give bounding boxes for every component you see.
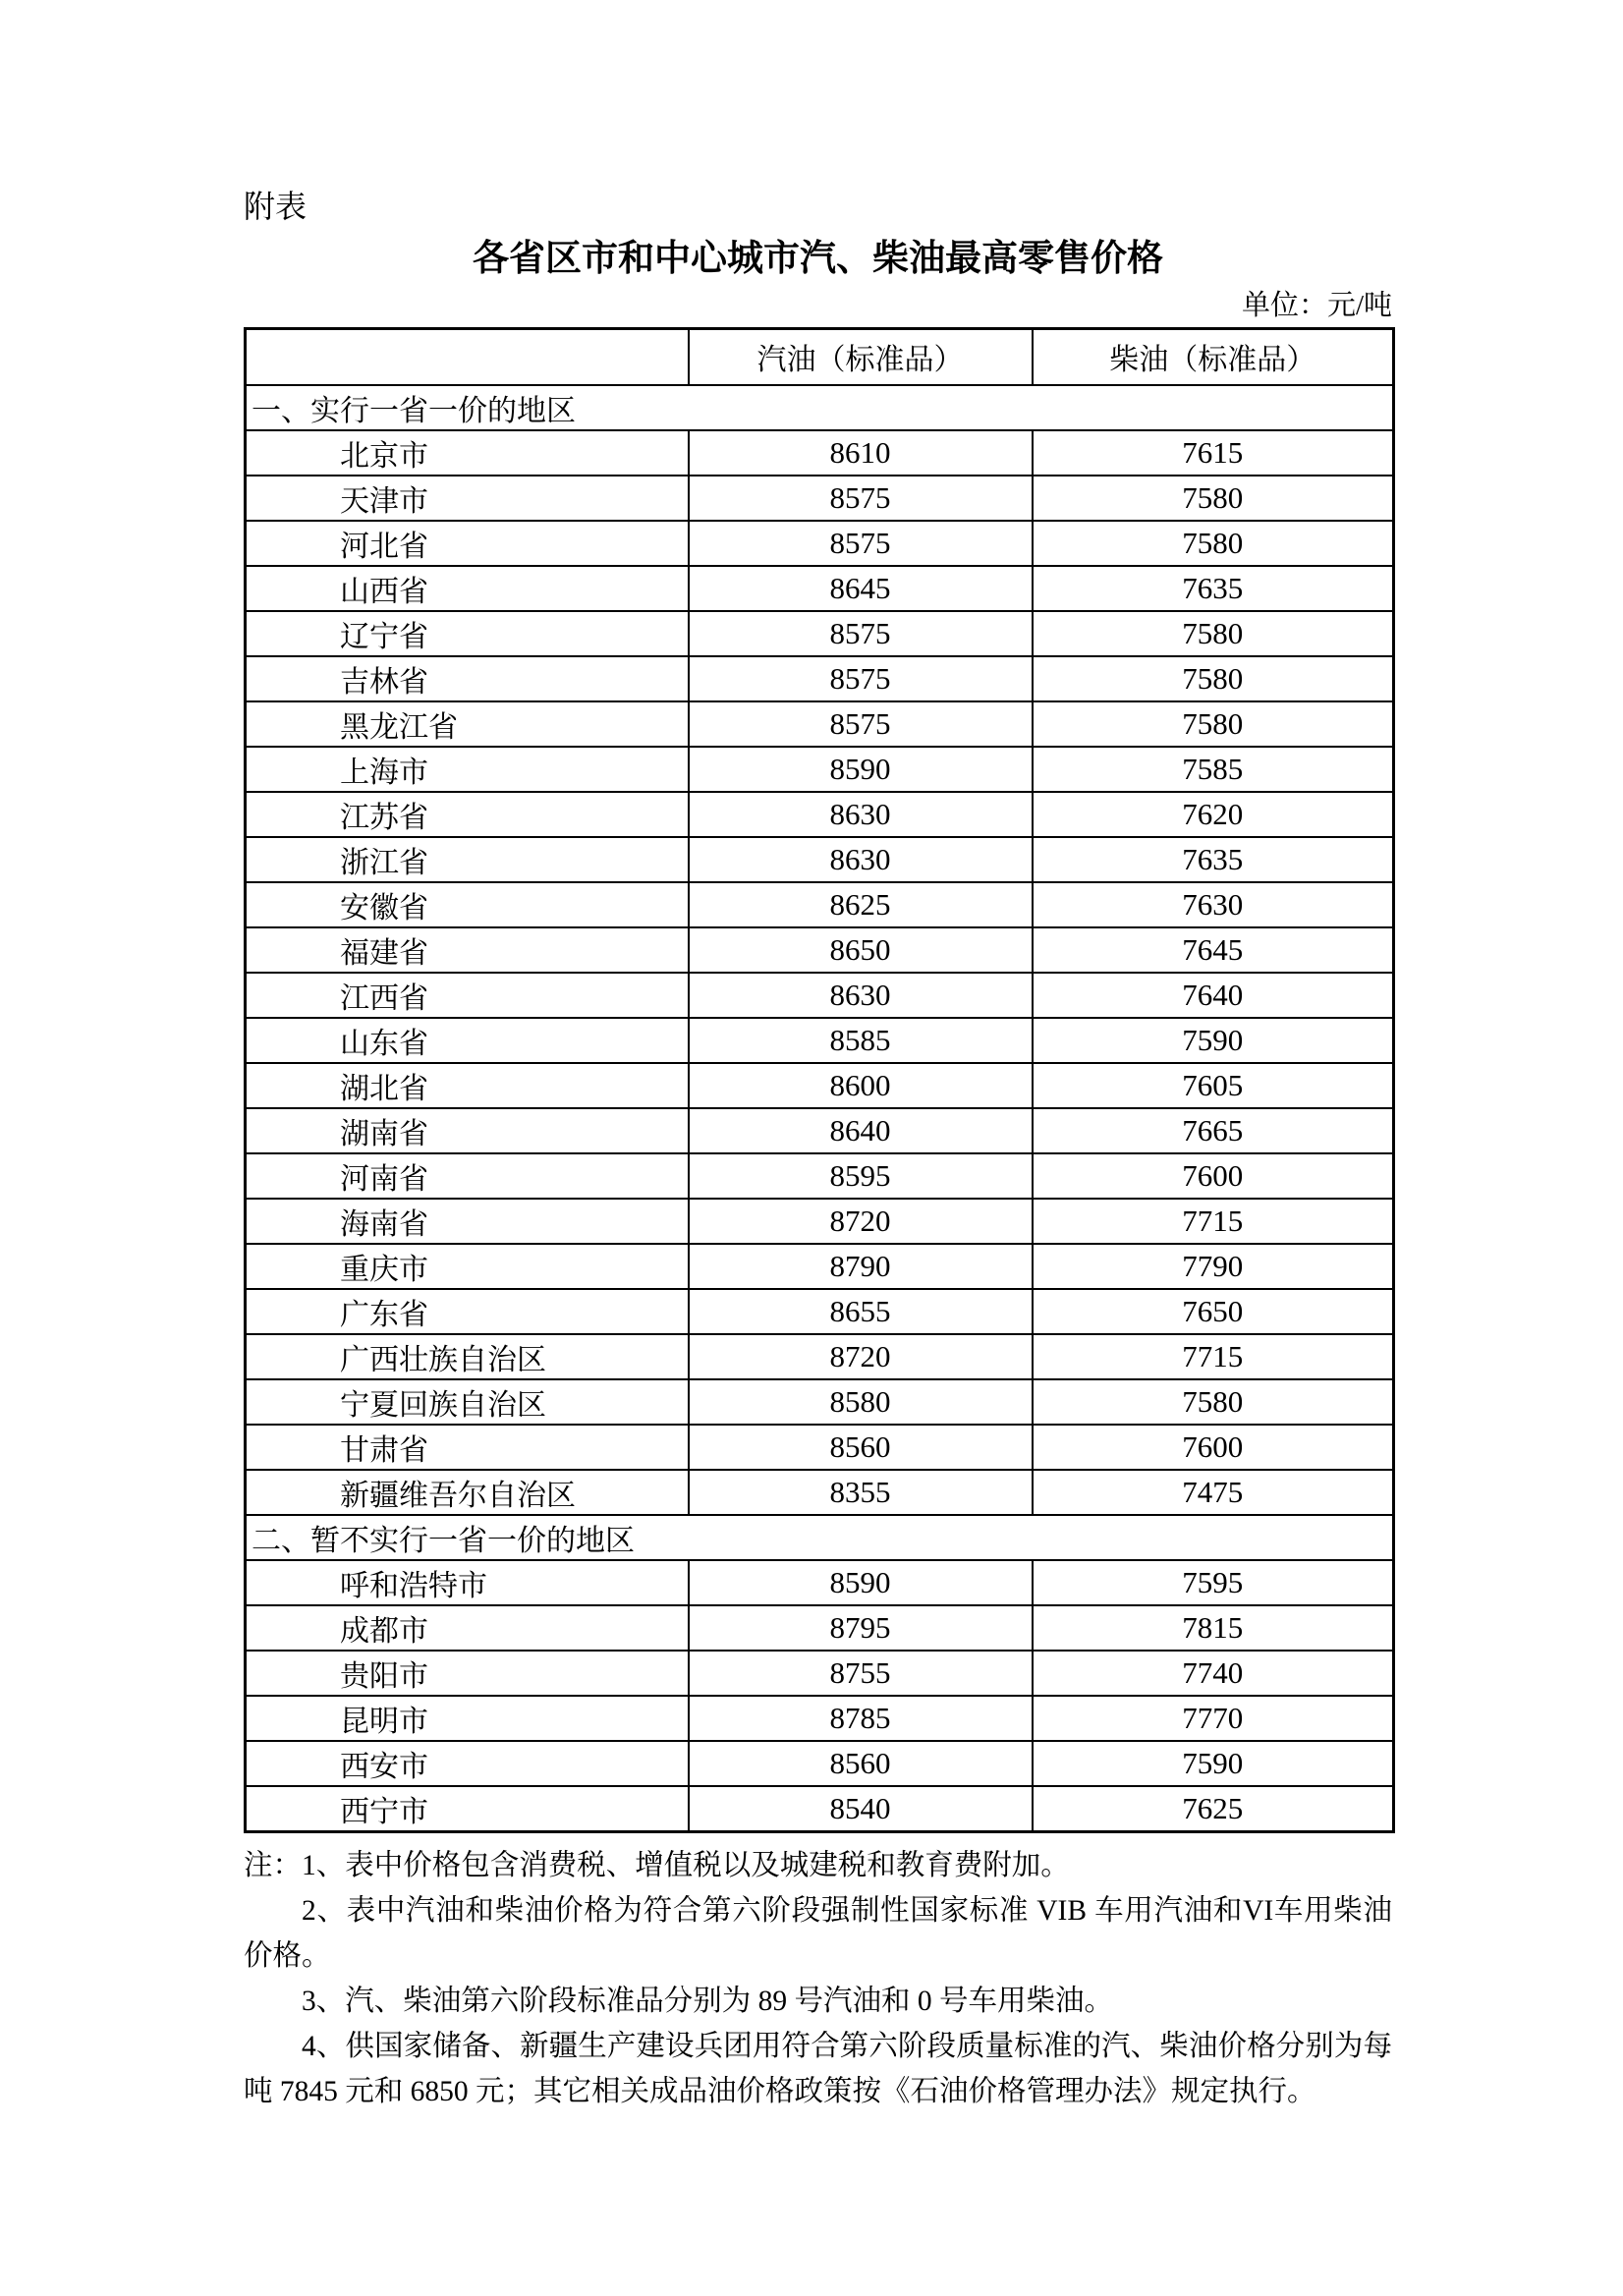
- gasoline-price-cell: 8655: [689, 1289, 1033, 1334]
- table-row: [246, 1605, 1394, 1651]
- region-cell: 江苏省: [246, 792, 689, 837]
- table-row: [246, 882, 1394, 927]
- diesel-price-cell: 7600: [1033, 1425, 1394, 1470]
- region-cell: 重庆市: [246, 1244, 689, 1289]
- diesel-price-cell: 7815: [1033, 1605, 1394, 1651]
- diesel-price-cell: 7645: [1033, 927, 1394, 973]
- gasoline-price-cell: 8630: [689, 792, 1033, 837]
- gasoline-price-cell: 8575: [689, 611, 1033, 656]
- gasoline-price-cell: 8645: [689, 566, 1033, 611]
- note-4: 4、供国家储备、新疆生产建设兵团用符合第六阶段质量标准的汽、柴油价格分别为每吨 7845 元和 6850 元；其它相关成品油价格政策按《石油价格管理办法》规定执行。: [244, 2030, 1392, 2107]
- table-row: [246, 1199, 1394, 1244]
- gasoline-price-cell: 8575: [689, 476, 1033, 521]
- table-row: [246, 1560, 1394, 1605]
- region-cell: 山东省: [246, 1018, 689, 1063]
- diesel-price-cell: 7600: [1033, 1153, 1394, 1199]
- diesel-price-cell: 7590: [1033, 1741, 1394, 1786]
- table-row: [246, 1063, 1394, 1108]
- region-cell: 呼和浩特市: [246, 1560, 689, 1605]
- region-cell: 湖南省: [246, 1108, 689, 1153]
- region-cell: 辽宁省: [246, 611, 689, 656]
- diesel-price-cell: 7580: [1033, 1379, 1394, 1425]
- region-cell: 安徽省: [246, 882, 689, 927]
- diesel-price-cell: 7715: [1033, 1334, 1394, 1379]
- region-cell: 贵阳市: [246, 1651, 689, 1696]
- gasoline-price-cell: 8560: [689, 1425, 1033, 1470]
- gasoline-price-cell: 8600: [689, 1063, 1033, 1108]
- price-table: [244, 327, 1395, 1833]
- diesel-price-cell: 7615: [1033, 430, 1394, 476]
- diesel-column-header: 柴油（标准品）: [1033, 329, 1394, 385]
- region-column-header: [246, 329, 689, 385]
- region-cell: 广西壮族自治区: [246, 1334, 689, 1379]
- gasoline-price-cell: 8560: [689, 1741, 1033, 1786]
- gasoline-price-cell: 8575: [689, 521, 1033, 566]
- table-row: [246, 1651, 1394, 1696]
- diesel-price-cell: 7715: [1033, 1199, 1394, 1244]
- note-2: 2、表中汽油和柴油价格为符合第六阶段强制性国家标准 VIB 车用汽油和VI车用柴油价格。: [244, 1894, 1392, 1972]
- price-table-header: [246, 329, 1394, 385]
- table-row: [246, 1741, 1394, 1786]
- table-row: [246, 611, 1394, 656]
- diesel-price-cell: 7625: [1033, 1786, 1394, 1832]
- notes-block: [244, 1843, 1392, 2114]
- gasoline-price-cell: 8590: [689, 747, 1033, 792]
- header-row: [246, 329, 1394, 385]
- gasoline-price-cell: 8720: [689, 1199, 1033, 1244]
- diesel-price-cell: 7630: [1033, 882, 1394, 927]
- table-row: [246, 1244, 1394, 1289]
- diesel-price-cell: 7790: [1033, 1244, 1394, 1289]
- diesel-price-cell: 7580: [1033, 611, 1394, 656]
- region-cell: 西宁市: [246, 1786, 689, 1832]
- table-row: [246, 430, 1394, 476]
- region-cell: 湖北省: [246, 1063, 689, 1108]
- region-cell: 浙江省: [246, 837, 689, 882]
- table-row: [246, 973, 1394, 1018]
- region-cell: 福建省: [246, 927, 689, 973]
- gasoline-price-cell: 8590: [689, 1560, 1033, 1605]
- gasoline-price-cell: 8610: [689, 430, 1033, 476]
- unit-label: 单位：元/吨: [1241, 290, 1392, 321]
- diesel-price-cell: 7605: [1033, 1063, 1394, 1108]
- region-cell: 天津市: [246, 476, 689, 521]
- region-cell: 河北省: [246, 521, 689, 566]
- section-header-row: [246, 1515, 1394, 1560]
- gasoline-price-cell: 8755: [689, 1651, 1033, 1696]
- gasoline-price-cell: 8585: [689, 1018, 1033, 1063]
- gasoline-price-cell: 8575: [689, 701, 1033, 747]
- region-cell: 吉林省: [246, 656, 689, 701]
- table-row: [246, 1786, 1394, 1832]
- table-row: [246, 1379, 1394, 1425]
- note-1: 注：1、表中价格包含消费税、增值税以及城建税和教育费附加。: [244, 1849, 1070, 1881]
- diesel-price-cell: 7580: [1033, 701, 1394, 747]
- diesel-price-cell: 7650: [1033, 1289, 1394, 1334]
- table-row: [246, 566, 1394, 611]
- diesel-price-cell: 7635: [1033, 837, 1394, 882]
- table-row: [246, 1470, 1394, 1515]
- annex-label: 附表: [244, 189, 308, 224]
- gasoline-column-header: 汽油（标准品）: [689, 329, 1033, 385]
- gasoline-price-cell: 8630: [689, 973, 1033, 1018]
- gasoline-price-cell: 8640: [689, 1108, 1033, 1153]
- region-cell: 黑龙江省: [246, 701, 689, 747]
- region-cell: 广东省: [246, 1289, 689, 1334]
- gasoline-price-cell: 8785: [689, 1696, 1033, 1741]
- region-cell: 昆明市: [246, 1696, 689, 1741]
- page-title: 各省区市和中心城市汽、柴油最高零售价格: [473, 238, 1163, 278]
- diesel-price-cell: 7665: [1033, 1108, 1394, 1153]
- table-row: [246, 1334, 1394, 1379]
- gasoline-price-cell: 8595: [689, 1153, 1033, 1199]
- gasoline-price-cell: 8795: [689, 1605, 1033, 1651]
- section-header-label: 二、暂不实行一省一价的地区: [246, 1515, 1394, 1560]
- table-row: [246, 656, 1394, 701]
- diesel-price-cell: 7770: [1033, 1696, 1394, 1741]
- gasoline-price-cell: 8720: [689, 1334, 1033, 1379]
- diesel-price-cell: 7635: [1033, 566, 1394, 611]
- table-row: [246, 1696, 1394, 1741]
- diesel-price-cell: 7580: [1033, 476, 1394, 521]
- region-cell: 海南省: [246, 1199, 689, 1244]
- table-row: [246, 927, 1394, 973]
- region-cell: 河南省: [246, 1153, 689, 1199]
- section-header-row: [246, 385, 1394, 430]
- table-row: [246, 521, 1394, 566]
- region-cell: 成都市: [246, 1605, 689, 1651]
- diesel-price-cell: 7580: [1033, 656, 1394, 701]
- region-cell: 甘肃省: [246, 1425, 689, 1470]
- table-row: [246, 1153, 1394, 1199]
- region-cell: 山西省: [246, 566, 689, 611]
- document-content: [244, 0, 1392, 2114]
- gasoline-price-cell: 8625: [689, 882, 1033, 927]
- gasoline-price-cell: 8540: [689, 1786, 1033, 1832]
- diesel-price-cell: 7475: [1033, 1470, 1394, 1515]
- gasoline-price-cell: 8580: [689, 1379, 1033, 1425]
- table-row: [246, 476, 1394, 521]
- diesel-price-cell: 7585: [1033, 747, 1394, 792]
- table-row: [246, 701, 1394, 747]
- table-row: [246, 837, 1394, 882]
- diesel-price-cell: 7590: [1033, 1018, 1394, 1063]
- gasoline-price-cell: 8630: [689, 837, 1033, 882]
- note-3: 3、汽、柴油第六阶段标准品分别为 89 号汽油和 0 号车用柴油。: [302, 1985, 1114, 2017]
- diesel-price-cell: 7620: [1033, 792, 1394, 837]
- gasoline-price-cell: 8790: [689, 1244, 1033, 1289]
- gasoline-price-cell: 8650: [689, 927, 1033, 973]
- region-cell: 江西省: [246, 973, 689, 1018]
- diesel-price-cell: 7595: [1033, 1560, 1394, 1605]
- table-row: [246, 747, 1394, 792]
- price-table-body: [246, 385, 1394, 1832]
- region-cell: 北京市: [246, 430, 689, 476]
- diesel-price-cell: 7640: [1033, 973, 1394, 1018]
- diesel-price-cell: 7580: [1033, 521, 1394, 566]
- table-row: [246, 1289, 1394, 1334]
- table-row: [246, 1108, 1394, 1153]
- gasoline-price-cell: 8575: [689, 656, 1033, 701]
- region-cell: 上海市: [246, 747, 689, 792]
- region-cell: 新疆维吾尔自治区: [246, 1470, 689, 1515]
- region-cell: 宁夏回族自治区: [246, 1379, 689, 1425]
- region-cell: 西安市: [246, 1741, 689, 1786]
- diesel-price-cell: 7740: [1033, 1651, 1394, 1696]
- section-header-label: 一、实行一省一价的地区: [246, 385, 1394, 430]
- table-row: [246, 1425, 1394, 1470]
- gasoline-price-cell: 8355: [689, 1470, 1033, 1515]
- table-row: [246, 792, 1394, 837]
- table-row: [246, 1018, 1394, 1063]
